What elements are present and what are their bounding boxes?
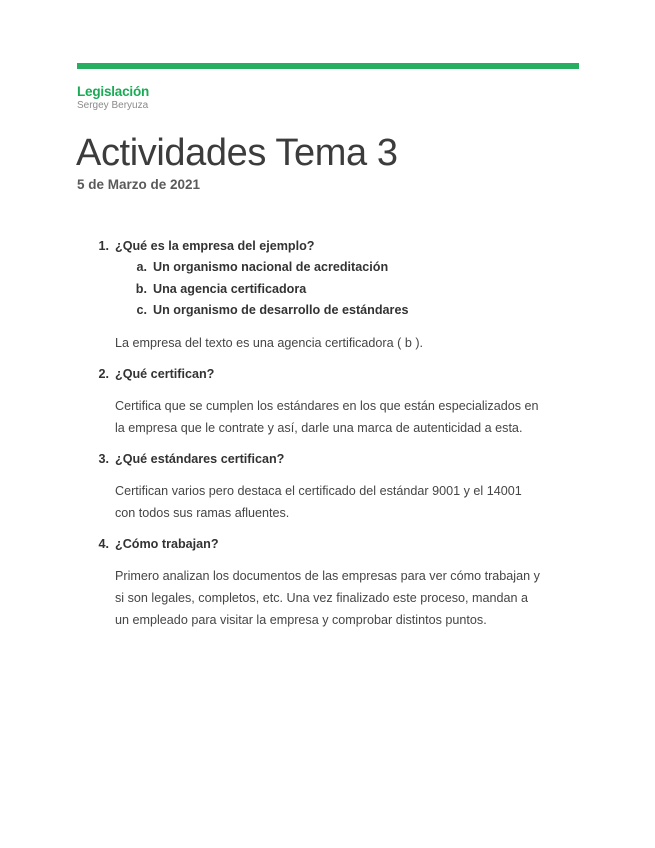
answer-3	[77, 480, 582, 524]
answer-line: Certifican varios pero destaca el certificado del estándar 9001 y el 14001	[115, 483, 522, 498]
answer-line: Certifica que se cumplen los estándares en los que están especializados en	[115, 398, 539, 413]
option-text: Un organismo nacional de acreditación	[153, 260, 389, 274]
option-text: Una agencia certificadora	[153, 281, 307, 296]
question-3	[77, 449, 582, 470]
option-text: Un organismo de desarrollo de estándares	[153, 303, 409, 317]
question-1	[77, 236, 582, 257]
document-title: Actividades Tema 3	[76, 132, 398, 174]
document-date: 5 de Marzo de 2021	[77, 177, 201, 192]
option-letter: c.	[136, 303, 147, 317]
answer-4	[77, 565, 582, 631]
answer-line: un empleado para visitar la empresa y comprobar distintos puntos.	[115, 612, 487, 627]
question-2	[77, 364, 582, 385]
questions-list	[77, 236, 582, 631]
answer-line: Primero analizan los documentos de las empresas para ver cómo trabajan y	[115, 568, 540, 583]
question-text: ¿Qué certifican?	[115, 366, 215, 381]
question-4	[77, 534, 582, 555]
question-number: 2.	[98, 366, 109, 381]
question-text: ¿Qué estándares certifican?	[115, 451, 285, 466]
answer-line: la empresa que le contrate y así, darle una marca de autenticidad a esta.	[115, 420, 523, 435]
answer-line: si son legales, completos, etc. Una vez finalizado este proceso, mandan a	[115, 590, 529, 605]
option-c	[77, 300, 582, 322]
header-accent-rule	[77, 63, 579, 69]
question-number: 1.	[98, 239, 109, 253]
question-text: ¿Qué es la empresa del ejemplo?	[115, 239, 315, 253]
question-text: ¿Cómo trabajan?	[115, 536, 219, 551]
answer-1: La empresa del texto es una agencia certificadora ( b ).	[115, 335, 424, 350]
option-b	[77, 279, 582, 301]
author-name: Sergey Beryuza	[77, 100, 149, 111]
question-number: 4.	[98, 536, 109, 551]
option-a	[77, 257, 582, 279]
answer-line: con todos sus ramas afluentes.	[115, 505, 290, 520]
option-letter: a.	[136, 260, 147, 274]
question-number: 3.	[98, 451, 109, 466]
subject-label: Legislación	[77, 84, 150, 99]
option-letter: b.	[135, 281, 147, 296]
answer-2	[77, 395, 582, 439]
